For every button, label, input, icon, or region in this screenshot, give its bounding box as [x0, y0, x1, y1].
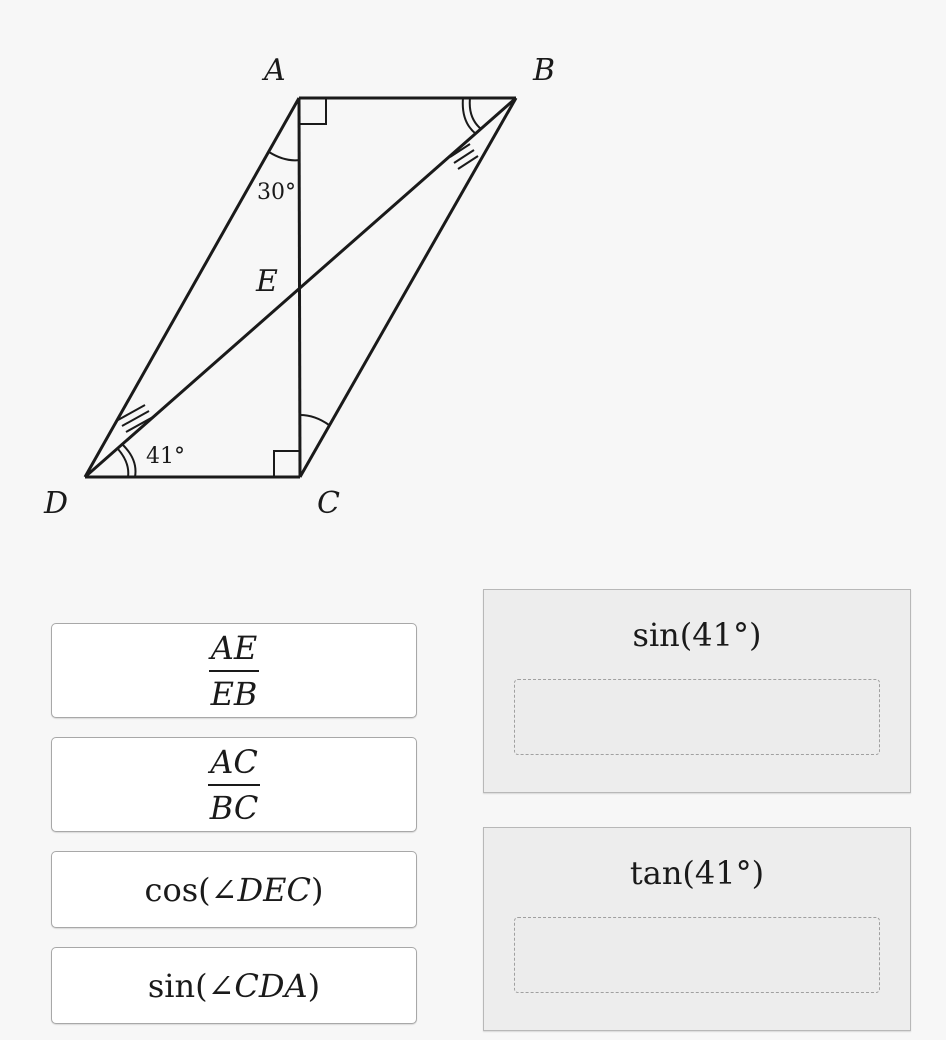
point-label-d: D	[44, 486, 69, 521]
point-label-c: C	[317, 486, 340, 521]
drop-zone[interactable]	[514, 679, 880, 755]
angle-name: CDA	[234, 966, 308, 1005]
answer-card-cos-dec[interactable]	[51, 851, 417, 928]
target-title: tan(41°)	[629, 854, 765, 892]
point-label-a: A	[264, 53, 286, 88]
angle-symbol: ∠	[210, 870, 238, 909]
right-angle-mark-c	[274, 451, 300, 477]
answer-card-sin-cda[interactable]	[51, 947, 417, 1024]
answer-card-ae-over-eb[interactable]	[51, 623, 417, 718]
expression: cos(∠DEC)	[144, 870, 324, 909]
target-sin-41	[483, 589, 911, 793]
angle-arc-c	[300, 415, 329, 425]
target-tan-41	[483, 827, 911, 1031]
right-angle-mark-a	[300, 98, 326, 124]
function-name: cos	[144, 870, 199, 909]
point-label-b: B	[533, 53, 556, 88]
side-bc	[300, 98, 516, 477]
expression: sin(∠CDA)	[147, 966, 321, 1005]
angle-label-41: 41°	[146, 444, 185, 469]
denominator: BC	[209, 788, 259, 827]
fraction	[208, 742, 261, 827]
angle-symbol: ∠	[207, 966, 235, 1005]
point-label-e: E	[256, 264, 278, 299]
numerator: AC	[210, 742, 258, 781]
angle-arc-d-inner	[118, 449, 128, 477]
angle-arc-b	[470, 98, 481, 129]
numerator: AE	[210, 628, 258, 667]
function-name: sin	[147, 966, 196, 1005]
target-title: sin(41°)	[632, 616, 762, 654]
angle-label-30: 30°	[257, 180, 296, 205]
denominator: EB	[210, 674, 258, 713]
fraction	[209, 628, 260, 713]
drop-zone[interactable]	[514, 917, 880, 993]
angle-name: DEC	[237, 870, 311, 909]
angle-arc-a	[269, 152, 300, 160]
answer-card-ac-over-bc[interactable]	[51, 737, 417, 832]
